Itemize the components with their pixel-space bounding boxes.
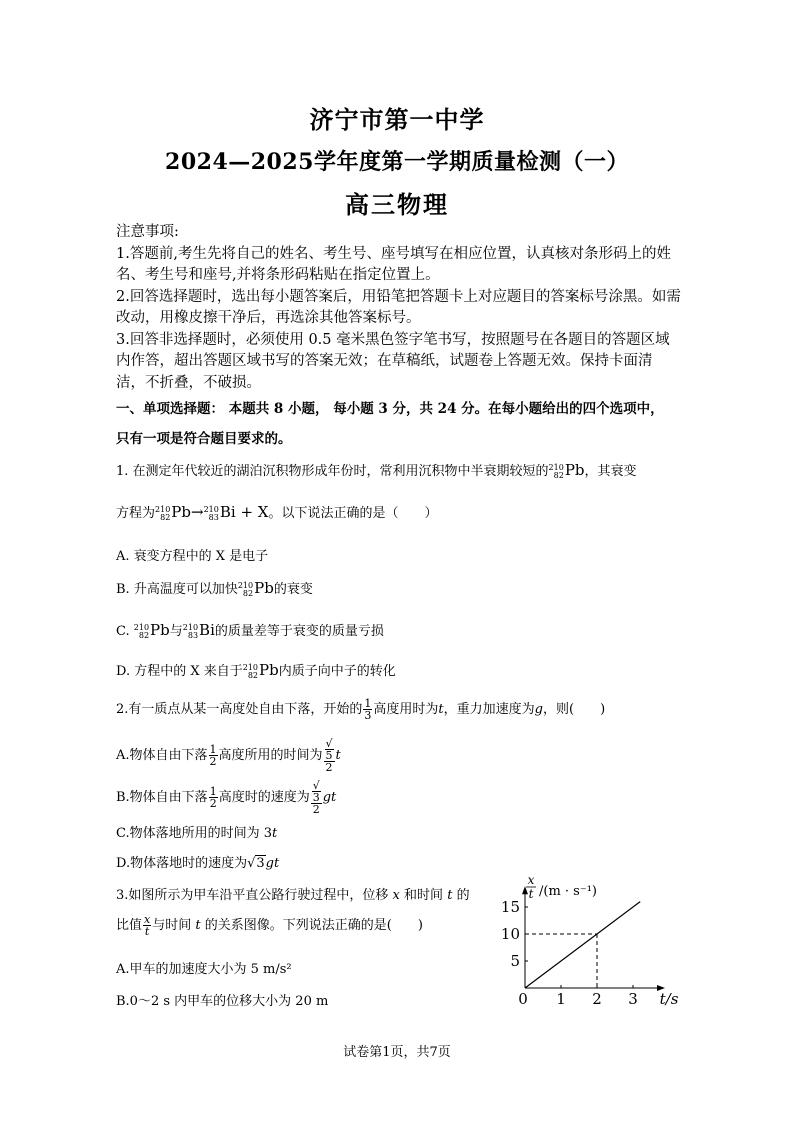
y-label-denominator: t [528,887,534,901]
page-footer: 试卷第1页，共7页 [343,1045,451,1060]
y-tick-label: 5 [510,952,520,970]
subject-title: 高三物理 [345,190,449,219]
q3-option-a: A.甲车的加速度大小为 5 m/s² [116,962,292,977]
x-tick-label: 0 [518,990,528,1008]
instructions [116,222,681,394]
q1-stem: 1. 在测定年代较近的湖泊沉积物形成年份时，常利用沉积物中半衰期较短的 210 82 Pb，其衰变 [116,461,637,480]
section-heading-cont: 只有一项是符合题目要求的。 [116,431,292,447]
instruction-item: 3.回答非选择题时，必须使用 0.5 毫米黑色签字笔书写，按照题号在各题目的答题区域内作答，超出答题区域书写的答案无效；在草稿纸，试题卷上答题无效。保持卡面清洁，不折叠，不破损。 [116,331,670,391]
section-heading: 一、单项选择题： 本题共 8 小题， 每小题 3 分，共 24 分。在每小题给出的四个选项中， [116,401,664,417]
q3-stem: 3.如图所示为甲车沿平直公路行驶过程中，位移 x 和时间 t 的 [116,888,470,903]
q3-stem-cont: 比值 $\frac{x}{t}$ 与时间 t 的关系图像。下列说法正确的是( ) [116,913,423,938]
q1-option-d: D. 方程中的 X 来自于 210 82 Pb内质子向中子的转化 [116,661,396,680]
q1-option-a: A. 衰变方程中的 X 是电子 [116,549,269,564]
xt-vs-t-graph [492,870,682,1015]
x-tick-label: 2 [592,990,602,1008]
x-axis-label: t/s [659,990,679,1008]
instruction-item: 2.回答选择题时，选出每小题答案后，用铅笔把答题卡上对应题目的答案标号涂黑。如需改动，用橡皮擦干净后，再选涂其他答案标号。 [116,288,681,326]
q2-option-c: C.物体落地所用的时间为 3t [116,826,278,841]
series-line [525,902,640,988]
y-axis-label: /(m · s⁻¹) [539,884,597,899]
q1-option-c: C. 210 82 Pb与 210 83 Bi的质量差等于衰变的质量亏损 [116,621,384,640]
y-tick-label: 15 [500,898,520,916]
x-tick-label: 3 [628,990,638,1008]
y-tick-label: 10 [500,925,520,943]
y-axis-arrow [522,886,528,894]
x-tick-label: 1 [556,990,566,1008]
q3-option-b: B.0～2 s 内甲车的位移大小为 20 m [116,994,329,1009]
school-title: 济宁市第一中学 [309,105,485,134]
q1-equation: 方程为 210 82 Pb→ 210 83 Bi + X。以下说法正确的是（ ） [116,503,438,522]
instructions-title: 注意事项: [116,224,179,240]
q1-option-b: B. 升高温度可以加快 210 82 Pb的衰变 [116,579,313,598]
exam-title: 2024—2025学年度第一学期质量检测（一） [165,149,629,175]
y-label-numerator: x [527,873,535,887]
q2-option-b: B.物体自由下落 $\frac{1}{2}$ 高度时的速度为 √ 3 2 gt [116,779,337,816]
q2-option-d: D.物体落地时的速度为√3gt [116,856,280,871]
instruction-item: 1.答题前,考生先将自己的姓名、考生号、座号填写在相应位置，认真核对条形码上的姓名、考生号和座号,并将条形码粘贴在指定位置上。 [116,245,671,283]
q2-option-a: A.物体自由下落 $\frac{1}{2}$ 高度所用的时间为 √ 5 2 t [116,737,341,774]
q2-stem: 2.有一质点从某一高度处自由下落，开始的 $\frac{1}{3}$ 高度用时为t，重力加速度为g，则( ) [116,697,606,722]
